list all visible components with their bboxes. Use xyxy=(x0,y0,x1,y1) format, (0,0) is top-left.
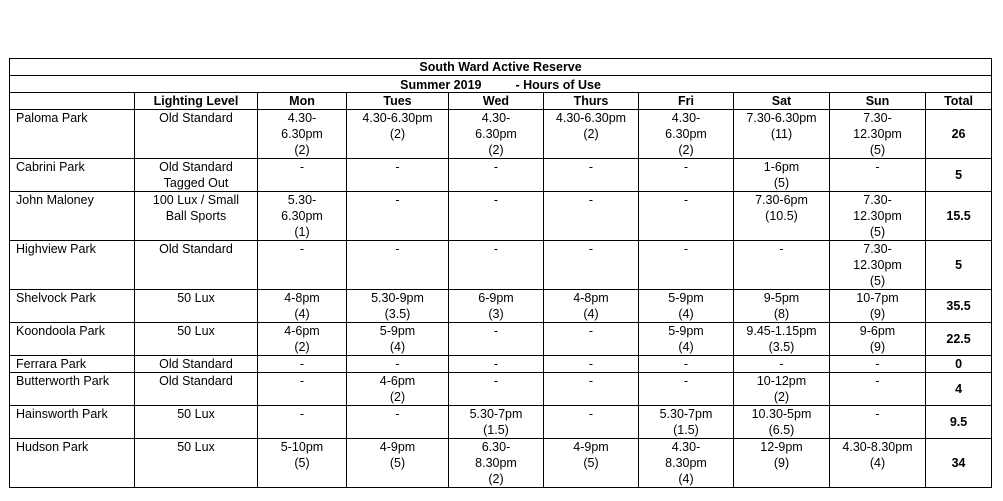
park-name: Highview Park xyxy=(10,241,135,290)
hours-tues: 4-6pm (2) xyxy=(347,373,449,406)
hours-sun: 4.30-8.30pm (4) xyxy=(830,439,926,488)
total-hours: 5 xyxy=(926,241,992,290)
park-name: Butterworth Park xyxy=(10,373,135,406)
table-title: South Ward Active Reserve xyxy=(10,59,992,76)
hours-sun: - xyxy=(830,406,926,439)
header-sun: Sun xyxy=(830,93,926,110)
hours-sun: 9-6pm (9) xyxy=(830,323,926,356)
hours-sun: 7.30- 12.30pm (5) xyxy=(830,110,926,159)
park-name: Ferrara Park xyxy=(10,356,135,373)
hours-wed: - xyxy=(449,159,544,192)
hours-fri: - xyxy=(639,373,734,406)
hours-sat: 7.30-6pm (10.5) xyxy=(734,192,830,241)
hours-sun: 7.30- 12.30pm (5) xyxy=(830,241,926,290)
table-row xyxy=(10,192,992,241)
hours-mon: 5-10pm (5) xyxy=(258,439,347,488)
hours-mon: 4.30- 6.30pm (2) xyxy=(258,110,347,159)
hours-tues: - xyxy=(347,406,449,439)
lighting-level: Old Standard xyxy=(135,241,258,290)
hours-of-use-table xyxy=(9,58,992,488)
header-tues: Tues xyxy=(347,93,449,110)
hours-sat: 10-12pm (2) xyxy=(734,373,830,406)
header-sat: Sat xyxy=(734,93,830,110)
hours-tues: 5-9pm (4) xyxy=(347,323,449,356)
hours-fri: - xyxy=(639,192,734,241)
hours-sat: 10.30-5pm (6.5) xyxy=(734,406,830,439)
lighting-level: 50 Lux xyxy=(135,439,258,488)
lighting-level: Old Standard Tagged Out xyxy=(135,159,258,192)
hours-fri: - xyxy=(639,356,734,373)
hours-mon: - xyxy=(258,356,347,373)
park-name: Koondoola Park xyxy=(10,323,135,356)
hours-sat: - xyxy=(734,356,830,373)
hours-thurs: 4.30-6.30pm (2) xyxy=(544,110,639,159)
header-row xyxy=(10,93,992,110)
table-row xyxy=(10,241,992,290)
lighting-level: Old Standard xyxy=(135,373,258,406)
hours-tues: 4.30-6.30pm (2) xyxy=(347,110,449,159)
hours-tues: - xyxy=(347,241,449,290)
total-hours: 4 xyxy=(926,373,992,406)
table-row xyxy=(10,356,992,373)
hours-wed: - xyxy=(449,192,544,241)
hours-fri: - xyxy=(639,159,734,192)
hours-mon: 4-6pm (2) xyxy=(258,323,347,356)
hours-fri: 4.30- 6.30pm (2) xyxy=(639,110,734,159)
hours-fri: - xyxy=(639,241,734,290)
hours-wed: - xyxy=(449,356,544,373)
hours-sun: - xyxy=(830,373,926,406)
hours-fri: 5-9pm (4) xyxy=(639,290,734,323)
hours-tues: 4-9pm (5) xyxy=(347,439,449,488)
hours-wed: - xyxy=(449,241,544,290)
lighting-level: Old Standard xyxy=(135,110,258,159)
park-name: Hainsworth Park xyxy=(10,406,135,439)
hours-wed: - xyxy=(449,373,544,406)
hours-sat: 12-9pm (9) xyxy=(734,439,830,488)
table-row xyxy=(10,373,992,406)
hours-mon: - xyxy=(258,159,347,192)
table-row xyxy=(10,323,992,356)
hours-fri: 5.30-7pm (1.5) xyxy=(639,406,734,439)
park-name: Cabrini Park xyxy=(10,159,135,192)
header-mon: Mon xyxy=(258,93,347,110)
hours-fri: 4.30- 8.30pm (4) xyxy=(639,439,734,488)
total-hours: 0 xyxy=(926,356,992,373)
table-row xyxy=(10,290,992,323)
hours-thurs: - xyxy=(544,406,639,439)
subtitle-label: - Hours of Use xyxy=(515,78,601,92)
header-wed: Wed xyxy=(449,93,544,110)
total-hours: 26 xyxy=(926,110,992,159)
hours-sat: 9.45-1.15pm (3.5) xyxy=(734,323,830,356)
total-hours: 5 xyxy=(926,159,992,192)
hours-wed: 6.30- 8.30pm (2) xyxy=(449,439,544,488)
hours-fri: 5-9pm (4) xyxy=(639,323,734,356)
hours-sat: 7.30-6.30pm (11) xyxy=(734,110,830,159)
table-row xyxy=(10,110,992,159)
subtitle-season: Summer 2019 xyxy=(400,78,482,92)
hours-sun: 7.30- 12.30pm (5) xyxy=(830,192,926,241)
hours-thurs: - xyxy=(544,241,639,290)
hours-sun: - xyxy=(830,356,926,373)
hours-thurs: 4-9pm (5) xyxy=(544,439,639,488)
hours-thurs: - xyxy=(544,323,639,356)
hours-tues: - xyxy=(347,159,449,192)
hours-tues: - xyxy=(347,192,449,241)
hours-mon: - xyxy=(258,406,347,439)
park-name: Shelvock Park xyxy=(10,290,135,323)
total-hours: 22.5 xyxy=(926,323,992,356)
lighting-level: 50 Lux xyxy=(135,290,258,323)
header-total: Total xyxy=(926,93,992,110)
lighting-level: 50 Lux xyxy=(135,323,258,356)
total-hours: 34 xyxy=(926,439,992,488)
hours-thurs: - xyxy=(544,192,639,241)
hours-wed: 5.30-7pm (1.5) xyxy=(449,406,544,439)
table-subtitle xyxy=(10,76,992,93)
total-hours: 9.5 xyxy=(926,406,992,439)
hours-sun: 10-7pm (9) xyxy=(830,290,926,323)
hours-thurs: 4-8pm (4) xyxy=(544,290,639,323)
hours-sat: 1-6pm (5) xyxy=(734,159,830,192)
hours-sun: - xyxy=(830,159,926,192)
hours-sat: 9-5pm (8) xyxy=(734,290,830,323)
hours-thurs: - xyxy=(544,356,639,373)
table-row xyxy=(10,159,992,192)
hours-thurs: - xyxy=(544,159,639,192)
table-row xyxy=(10,439,992,488)
hours-mon: - xyxy=(258,373,347,406)
hours-tues: - xyxy=(347,356,449,373)
header-park xyxy=(10,93,135,110)
hours-tues: 5.30-9pm (3.5) xyxy=(347,290,449,323)
header-fri: Fri xyxy=(639,93,734,110)
park-name: Paloma Park xyxy=(10,110,135,159)
lighting-level: 50 Lux xyxy=(135,406,258,439)
hours-mon: 4-8pm (4) xyxy=(258,290,347,323)
lighting-level: 100 Lux / Small Ball Sports xyxy=(135,192,258,241)
hours-wed: - xyxy=(449,323,544,356)
hours-wed: 6-9pm (3) xyxy=(449,290,544,323)
header-lighting-level: Lighting Level xyxy=(135,93,258,110)
total-hours: 15.5 xyxy=(926,192,992,241)
hours-wed: 4.30- 6.30pm (2) xyxy=(449,110,544,159)
park-name: John Maloney xyxy=(10,192,135,241)
park-name: Hudson Park xyxy=(10,439,135,488)
table-row xyxy=(10,406,992,439)
hours-mon: 5.30- 6.30pm (1) xyxy=(258,192,347,241)
hours-sat: - xyxy=(734,241,830,290)
header-thurs: Thurs xyxy=(544,93,639,110)
hours-mon: - xyxy=(258,241,347,290)
lighting-level: Old Standard xyxy=(135,356,258,373)
hours-thurs: - xyxy=(544,373,639,406)
total-hours: 35.5 xyxy=(926,290,992,323)
